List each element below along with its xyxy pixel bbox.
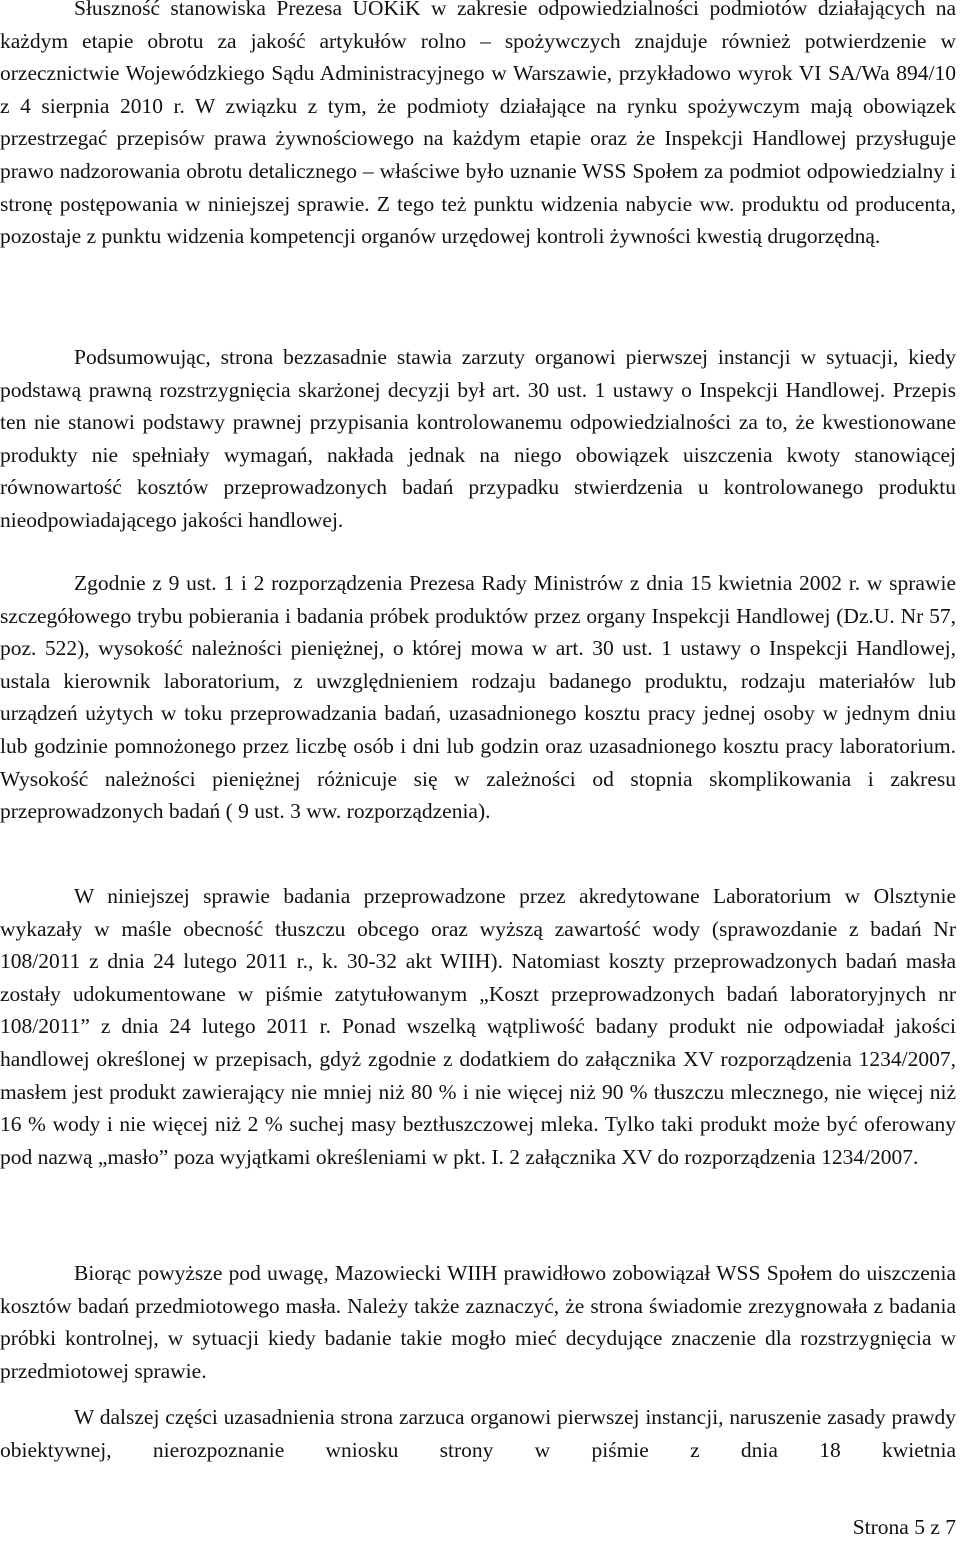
paragraph-2-text: Podsumowując, strona bezzasadnie stawia zarzuty organowi pierwszej instancji w sytuacji, kiedy podstawą prawną rozstrzygnięcia skarżonej decyzji był art. 30 ust. 1 ustawy o Inspekcji Handlowej. Przepis ten nie stanowi podstawy prawnej przypisania kontrolowanemu odpowiedzialności za to, że kwestionowane produkty nie spełniały wymagań, nakłada jednak na niego obowiązek uiszczenia kwoty stanowiącej równowartość kosztów przeprowadzonych badań przypadku stwierdzenia u kontrolowanego produktu nieodpowiadającego jakości handlowej. — [0, 345, 956, 532]
paragraph-6 — [0, 1401, 956, 1466]
paragraph-3-text: Zgodnie z 9 ust. 1 i 2 rozporządzenia Prezesa Rady Ministrów z dnia 15 kwietnia 2002 r. w sprawie szczegółowego trybu pobierania i badania próbek produktów przez organy Inspekcji Handlowej (Dz.U. Nr 57, poz. 522), wysokość należności pieniężnej, o której mowa w art. 30 ust. 1 ustawy o Inspekcji Handlowej, ustala kierownik laboratorium, z uwzględnieniem rodzaju badanego produktu, rodzaju materiałów lub urządzeń użytych w toku przeprowadzania badań, uzasadnionego kosztu pracy jednej osoby w jednym dniu lub godzinie pomnożonego przez liczbę osób i dni lub godzin oraz uzasadnionego kosztu pracy laboratorium. Wysokość należności pieniężnej różnicuje się w zależności od stopnia skomplikowania i zakresu przeprowadzonych badań ( 9 ust. 3 ww. rozporządzenia). — [0, 571, 956, 824]
paragraph-5-text: Biorąc powyższe pod uwagę, Mazowiecki WIIH prawidłowo zobowiązał WSS Społem do uiszczenia kosztów badań przedmiotowego masła. Należy także zaznaczyć, że strona świadomie zrezygnowała z badania próbki kontrolnej, w sytuacji kiedy badanie takie mogło mieć decydujące znaczenie dla rozstrzygnięcia w przedmiotowej sprawie. — [0, 1261, 956, 1383]
paragraph-5 — [0, 1257, 956, 1387]
paragraph-4-text: W niniejszej sprawie badania przeprowadzone przez akredytowane Laboratorium w Olsztynie wykazały w maśle obecność tłuszczu obcego oraz wyższą zawartość wody (sprawozdanie z badań Nr 108/2011 z dnia 24 lutego 2011 r., k. 30-32 akt WIIH). Natomiast koszty przeprowadzonych badań masła zostały udokumentowane w piśmie zatytułowanym „Koszt przeprowadzonych badań laboratoryjnych nr 108/2011” z dnia 24 lutego 2011 r. Ponad wszelką wątpliwość badany produkt nie odpowiadał jakości handlowej określonej w przepisach, gdyż zgodnie z dodatkiem do załącznika XV rozporządzenia 1234/2007, masłem jest produkt zawierający nie mniej niż 80 % i nie więcej niż 90 % tłuszczu mlecznego, nie więcej niż 16 % wody i nie więcej niż 2 % suchej masy beztłuszczowej mleka. Tylko taki produkt może być oferowany pod nazwą „masło” poza wyjątkami określeniami w pkt. I. 2 załącznika XV do rozporządzenia 1234/2007. — [0, 884, 956, 1169]
paragraph-3 — [0, 567, 956, 828]
page-number: Strona 5 z 7 — [852, 1515, 956, 1539]
paragraph-1 — [0, 0, 956, 253]
paragraph-4 — [0, 880, 956, 1173]
paragraph-2 — [0, 341, 956, 537]
paragraph-6-text: W dalszej części uzasadnienia strona zarzuca organowi pierwszej instancji, naruszenie zasady prawdy obiektywnej, nierozpoznanie wniosku strony w piśmie z dnia 18 kwietnia — [0, 1405, 956, 1462]
paragraph-1-text: Słuszność stanowiska Prezesa UOKiK w zakresie odpowiedzialności podmiotów działających na każdym etapie obrotu za jakość artykułów rolno – spożywczych znajduje również potwierdzenie w orzecznictwie Wojewódzkiego Sądu Administracyjnego w Warszawie, przykładowo wyrok VI SA/Wa 894/10 z 4 sierpnia 2010 r. W związku z tym, że podmioty działające na rynku spożywczym mają obowiązek przestrzegać przepisów prawa żywnościowego na każdym etapie oraz że Inspekcji Handlowej przysługuje prawo nadzorowania obrotu detalicznego – właściwe było uznanie WSS Społem za podmiot odpowiedzialny i stronę postępowania w niniejszej sprawie. Z tego też punktu widzenia nabycie ww. produktu od producenta, pozostaje z punktu widzenia kompetencji organów urzędowej kontroli żywności kwestią drugorzędną. — [0, 0, 956, 249]
